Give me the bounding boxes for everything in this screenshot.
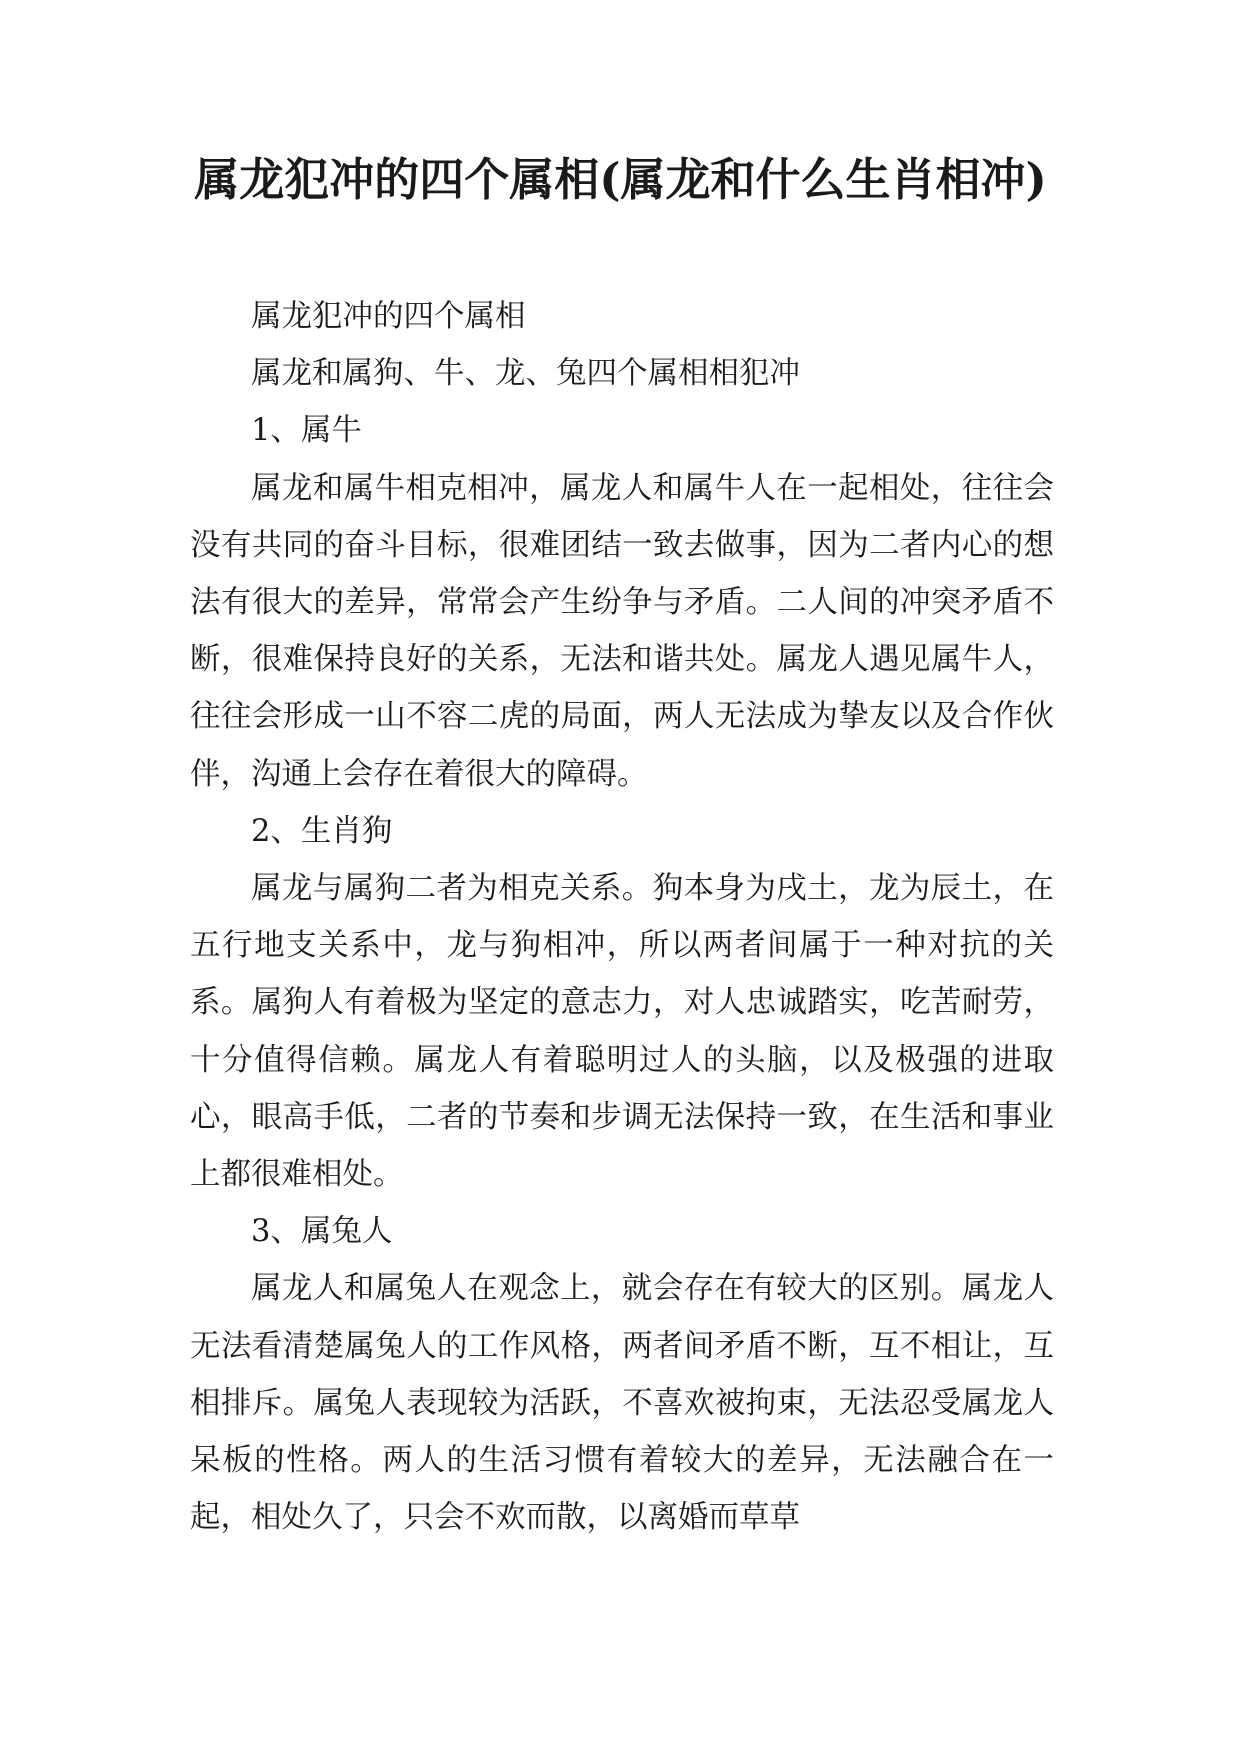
intro-summary: 属龙和属狗、牛、龙、兔四个属相相犯冲 [251, 356, 800, 392]
section-body-ox: 属龙和属牛相克相冲，属龙人和属牛人在一起相处，往往会没有共同的奋斗目标，很难团结一致去做事，因为二者内心的想法有很大的差异，常常会产生纷争与矛盾。二人间的冲突矛盾不断，很难保持良好的关系，无法和谐共处。属龙人遇见属牛人，往往会形成一山不容二虎的局面，两人无法成为挚友以及合作伙伴，沟通上会存在着很大的障碍。 [190, 470, 1054, 792]
document-title: 属龙犯冲的四个属相(属龙和什么生肖相冲) [194, 153, 1047, 206]
section-heading-ox: 1、属牛 [251, 413, 362, 449]
section-heading-dog: 2、生肖狗 [251, 813, 393, 849]
section-body-dog: 属龙与属狗二者为相克关系。狗本身为戌土，龙为辰土，在五行地支关系中，龙与狗相冲，所以两者间属于一种对抗的关系。属狗人有着极为坚定的意志力，对人忠诚踏实，吃苦耐劳，十分值得信赖。属龙人有着聪明过人的头脑，以及极强的进取心，眼高手低，二者的节奏和步调无法保持一致，在生活和事业上都很难相处。 [190, 871, 1054, 1193]
section-body-rabbit: 属龙人和属兔人在观念上，就会存在有较大的区别。属龙人无法看清楚属兔人的工作风格，两者间矛盾不断，互不相让，互相排斥。属兔人表现较为活跃，不喜欢被拘束，无法忍受属龙人呆板的性格。两人的生活习惯有着较大的差异，无法融合在一起，相处久了，只会不欢而散，以离婚而草草 [190, 1271, 1054, 1536]
document-body [190, 288, 1054, 1546]
section-heading-rabbit: 3、属兔人 [251, 1214, 393, 1250]
intro-heading: 属龙犯冲的四个属相 [251, 299, 526, 334]
